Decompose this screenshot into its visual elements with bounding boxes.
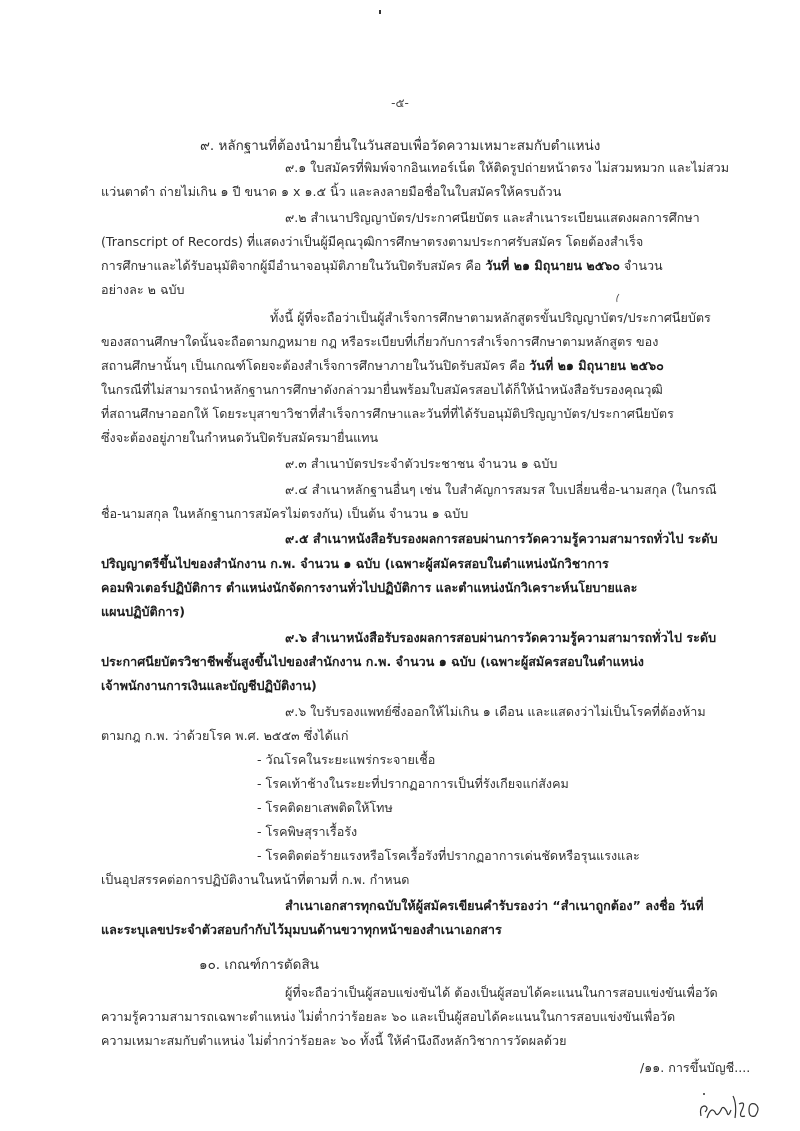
item-9-3: ๙.๓ สำเนาบัตรประจำตัวประชาชน จำนวน ๑ ฉบับ — [285, 456, 558, 471]
note-line3-text: สถานศึกษานั้นๆ เป็นเกณฑ์โดยจะต้องสำเร็จการศึกษาภายในวันปิดรับสมัคร คือ — [101, 358, 530, 373]
section-10-heading: ๑๐. เกณฑ์การตัดสิน — [199, 957, 319, 973]
section-10-line1: ผู้ที่จะถือว่าเป็นผู้สอบแข่งขันได้ ต้องเป็นผู้สอบได้คะแนนในการสอบแข่งขันเพื่อวัด — [285, 985, 718, 1000]
item-9-1-line2: แว่นตาดำ ถ่ายไม่เกิน ๑ ปี ขนาด ๑ x ๑.๕ นิ้ว และลงลายมือชื่อในใบสมัครให้ครบถ้วน — [101, 184, 562, 199]
note-line1: ทั้งนี้ ผู้ที่จะถือว่าเป็นผู้สำเร็จการศึกษาตามหลักสูตรขั้นปริญญาบัตร/ประกาศนียบัตร — [270, 310, 711, 325]
note-line6: ซึ่งจะต้องอยู่ภายในกำหนดวันปิดรับสมัครมายื่นแทน — [101, 430, 379, 445]
handwritten-signature-icon — [697, 1092, 767, 1122]
disease-item: - โรคติดต่อร้ายแรงหรือโรคเรื้อรังที่ปรากฏอาการเด่นชัดหรือรุนแรงและ — [257, 848, 640, 863]
page-number: -๕- — [391, 96, 409, 110]
disease-item: - โรคเท้าช้างในระยะที่ปรากฏอาการเป็นที่รังเกียจแก่สังคม — [257, 776, 569, 791]
disease-item: - วัณโรคในระยะแพร่กระจายเชื้อ — [257, 752, 436, 767]
note-line5: ที่สถานศึกษาออกให้ โดยระบุสาขาวิชาที่สำเร็จการศึกษาและวันที่ที่ได้รับอนุมัติปริญญาบัตร/ประกาศนียบัตร — [101, 406, 674, 421]
note-deadline-date: วันที่ ๒๑ มิถุนายน ๒๕๖๐ — [529, 358, 664, 373]
top-mark — [379, 10, 381, 14]
item-9-5-line2: ปริญญาตรีขึ้นไปของสำนักงาน ก.พ. จำนวน ๑ ฉบับ (เฉพาะผู้สมัครสอบในตำแหน่งนักวิชาการ — [101, 556, 609, 571]
item-9-2-line3 — [101, 258, 663, 274]
section-9-heading: ๙. หลักฐานที่ต้องนำมายื่นในวันสอบเพื่อวัดความเหมาะสมกับตำแหน่ง — [200, 138, 601, 154]
item-9-4-line1: ๙.๔ สำเนาหลักฐานอื่นๆ เช่น ใบสำคัญการสมรส ใบเปลี่ยนชื่อ-นามสกุล (ในกรณี — [285, 482, 717, 497]
item-9-6a-line1: ๙.๖ สำเนาหนังสือรับรองผลการสอบผ่านการวัดความรู้ความสามารถทั่วไป ระดับ — [285, 630, 717, 645]
item-9-2-line3-text: การศึกษาและได้รับอนุมัติจากผู้มีอำนาจอนุมัติภายในวันปิดรับสมัคร คือ — [101, 258, 486, 273]
section-10-line2: ความรู้ความสามารถเฉพาะตำแหน่ง ไม่ต่ำกว่าร้อยละ ๖๐ และเป็นผู้สอบได้คะแนนในการสอบแข่งขันเพื่อวัด — [101, 1009, 676, 1024]
item-9-5-line4: แผนปฏิบัติการ) — [101, 604, 185, 619]
deadline-date: วันที่ ๒๑ มิถุนายน ๒๕๖๐ — [485, 258, 620, 273]
item-9-2-line3-tail: จำนวน — [619, 258, 663, 273]
copy-note-line1: สำเนาเอกสารทุกฉบับให้ผู้สมัครเขียนคำรับรองว่า “สำเนาถูกต้อง” ลงชื่อ วันที่ — [285, 898, 704, 913]
disease-item: - โรคพิษสุราเรื้อรัง — [257, 824, 358, 839]
item-9-6a-line3: เจ้าพนักงานการเงินและบัญชีปฏิบัติงาน) — [101, 678, 317, 693]
copy-note-line2: และระบุเลขประจำตัวสอบกำกับไว้มุมบนด้านขวาทุกหน้าของสำเนาเอกสาร — [101, 922, 502, 937]
section-10-line3: ความเหมาะสมกับตำแหน่ง ไม่ต่ำกว่าร้อยละ ๖๐ ทั้งนี้ ให้คำนึงถึงหลักวิชาการวัดผลด้วย — [101, 1033, 567, 1048]
item-9-6a-line2: ประกาศนียบัตรวิชาชีพชั้นสูงขึ้นไปของสำนักงาน ก.พ. จำนวน ๑ ฉบับ (เฉพาะผู้สมัครสอบในตำแหน่ง — [101, 654, 644, 669]
item-9-6b-line1: ๙.๖ ใบรับรองแพทย์ซึ่งออกให้ไม่เกิน ๑ เดือน และแสดงว่าไม่เป็นโรคที่ต้องห้าม — [285, 704, 706, 719]
disease-item: - โรคติดยาเสพติดให้โทษ — [257, 800, 393, 815]
note-line2: ของสถานศึกษาใดนั้นจะถือตามกฎหมาย กฎ หรือระเบียบที่เกี่ยวกับการสำเร็จการศึกษาตามหลักสูตร ของ — [101, 334, 659, 349]
item-9-6b-line2: ตามกฎ ก.พ. ว่าด้วยโรค พ.ศ. ๒๕๕๓ ซึ่งได้แก่ — [101, 728, 349, 743]
note-line3 — [101, 358, 664, 374]
item-9-5-line3: คอมพิวเตอร์ปฏิบัติการ ตำแหน่งนักจัดการงานทั่วไปปฏิบัติการ และตำแหน่งนักวิเคราะห์นโยบายและ — [101, 580, 638, 595]
item-9-5-line1: ๙.๕ สำเนาหนังสือรับรองผลการสอบผ่านการวัดความรู้ความสามารถทั่วไป ระดับ — [285, 531, 718, 546]
stray-mark-icon — [615, 293, 621, 303]
disease-continuation: เป็นอุปสรรคต่อการปฏิบัติงานในหน้าที่ตามที่ ก.พ. กำหนด — [101, 872, 410, 887]
item-9-2-line1: ๙.๒ สำเนาปริญญาบัตร/ประกาศนียบัตร และสำเนาระเบียนแสดงผลการศึกษา — [285, 210, 700, 225]
note-line4: ในกรณีที่ไม่สามารถนำหลักฐานการศึกษาดังกล่าวมายื่นพร้อมใบสมัครสอบได้ก็ให้นำหนังสือรับรองคุณวุฒิ — [101, 382, 663, 397]
continuation-text: /๑๑. การขึ้นบัญชี.... — [640, 1060, 751, 1075]
item-9-4-line2: ชื่อ-นามสกุล ในหลักฐานการสมัครไม่ตรงกัน) เป็นต้น จำนวน ๑ ฉบับ — [101, 506, 469, 521]
item-9-2-line2: (Transcript of Records) ที่แสดงว่าเป็นผู้มีคุณวุฒิการศึกษาตรงตามประกาศรับสมัคร โดยต้องสำเร็จ — [101, 234, 644, 249]
item-9-1-line1: ๙.๑ ใบสมัครที่พิมพ์จากอินเทอร์เน็ต ให้ติดรูปถ่ายหน้าตรง ไม่สวมหมวก และไม่สวม — [285, 160, 730, 175]
item-9-2-line4: อย่างละ ๒ ฉบับ — [101, 282, 185, 297]
